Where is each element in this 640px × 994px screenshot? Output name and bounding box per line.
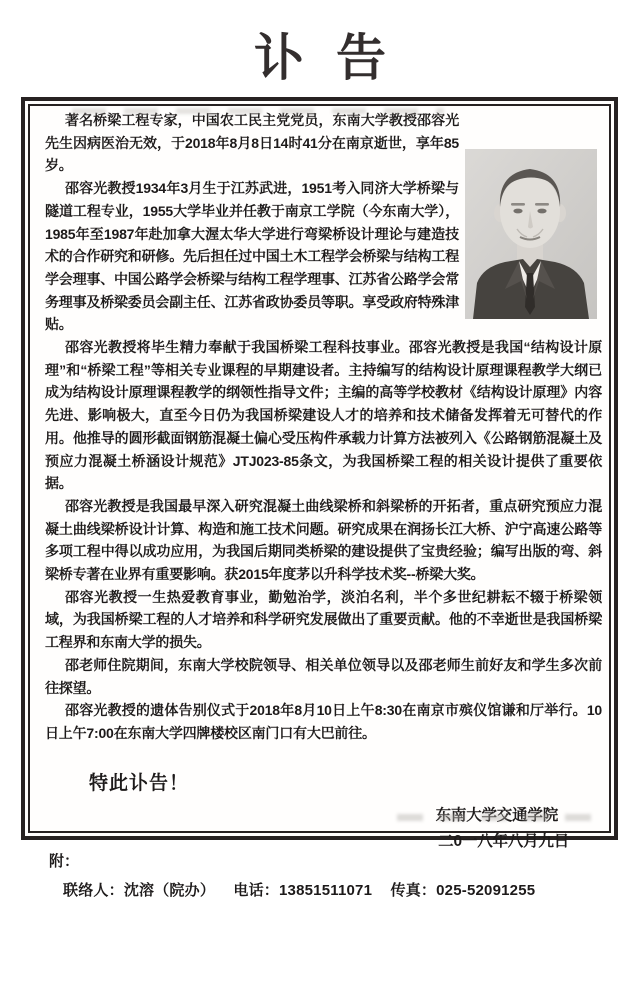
footer-attachment (0, 853, 640, 900)
portrait-photo-area (459, 109, 602, 314)
signature-block (45, 803, 602, 855)
contact-person-name: 沈溶（院办） (123, 882, 216, 899)
notice-paragraph-4: 邵容光教授是我国最早深入研究混凝土曲线梁桥和斜梁桥的开拓者，重点研究预应力混凝土曲线梁桥设计计算、构造和施工技术问题。研究成果在润扬长江大桥、沪宁高速公路等多项工程中得以成功应用，为我国后期同类桥梁的建设提供了宝贵经验；编写出版的弯、斜梁桥专著在业界有重要影响。获2015年度茅以升科学技术奖--桥梁大奖。 (45, 497, 602, 583)
phone-number: 13851511071 (279, 882, 373, 899)
notice-paragraph-5: 邵容光教授一生热爱教育事业，勤勉治学，淡泊名利，半个多世纪耕耘不辍于桥梁领域，为我国桥梁工程的人才培养和科学研究发展做出了重要贡献。他的不幸逝世是我国桥梁工程界和东南大学的损失。 (45, 588, 602, 651)
notice-box (21, 97, 618, 850)
contact-person-label: 联络人： (63, 882, 124, 899)
contact-phone (233, 882, 372, 899)
notice-paragraph-2: 邵容光教授1934年3月生于江苏武进，1951考入同济大学桥梁与隧道工程专业，1955大学毕业并任教于南京工学院（今东南大学），1985年至1987年赴加拿大渥太华大学进行弯梁桥设计理论与建造技术的合作研究和研修。先后担任过中国土木工程学会桥梁与结构工程学会理事、中国公路学会桥梁与结构工程学理事、江苏省公路学会常务理事及桥梁委员会副主任、江苏省政协委员等职。享受政府特殊津贴。 (45, 180, 459, 333)
contact-fax (391, 882, 536, 899)
contact-line (63, 882, 640, 900)
closing-statement: 特此讣告！ (89, 772, 190, 794)
notice-paragraph-6: 邵老师住院期间，东南大学校院领导、相关单位领导以及邵老师生前好友和学生多次前往探望。 (45, 656, 602, 696)
phone-label: 电话： (233, 882, 279, 899)
notice-paragraph-3: 邵容光教授将毕生精力奉献于我国桥梁工程科技事业。邵容光教授是我国“结构设计原理”和“桥梁工程”等相关专业课程的早期建设者。主持编写的结构设计原理课程教学大纲已成为结构设计原理课程教学的纲领性指导文件；主编的高等学校教材《结构设计原理》内容先进、影响极大，直至今日仍为我国桥梁建设人才的培养和技术储备发挥着无可替代的作用。他推导的圆形截面钢筋混凝土偏心受压构件承载力计算方法被列入《公路钢筋混凝土及预应力混凝土桥涵设计规范》JTJ023-85条文，为我国桥梁工程的相关设计提供了重要依据。 (45, 339, 602, 492)
notice-body (45, 109, 602, 855)
attachment-label: 附： (49, 853, 80, 870)
fax-label: 传真： (390, 882, 437, 899)
notice-paragraph-7: 邵容光教授的遗体告别仪式于2018年8月10日上午8:30在南京市殡仪馆谦和厅举行。10日上午7:00在东南大学四牌楼校区南门口有大巴前往。 (45, 702, 602, 741)
notice-paragraph-1: 著名桥梁工程专家，中国农工民主党党员，东南大学教授邵容光先生因病医治无效，于2018年8月8日14时41分在南京逝世，享年85岁。 (45, 112, 459, 174)
signature-organization: 东南大学交通学院 (435, 806, 558, 824)
notice-box-inner (28, 104, 611, 850)
contact-person (63, 882, 215, 899)
signature-date: 二0一八年八月九日 (438, 832, 569, 850)
portrait-photo (465, 149, 597, 319)
page-title: 讣 告 (254, 30, 386, 86)
fax-number: 025-52091255 (436, 882, 536, 899)
